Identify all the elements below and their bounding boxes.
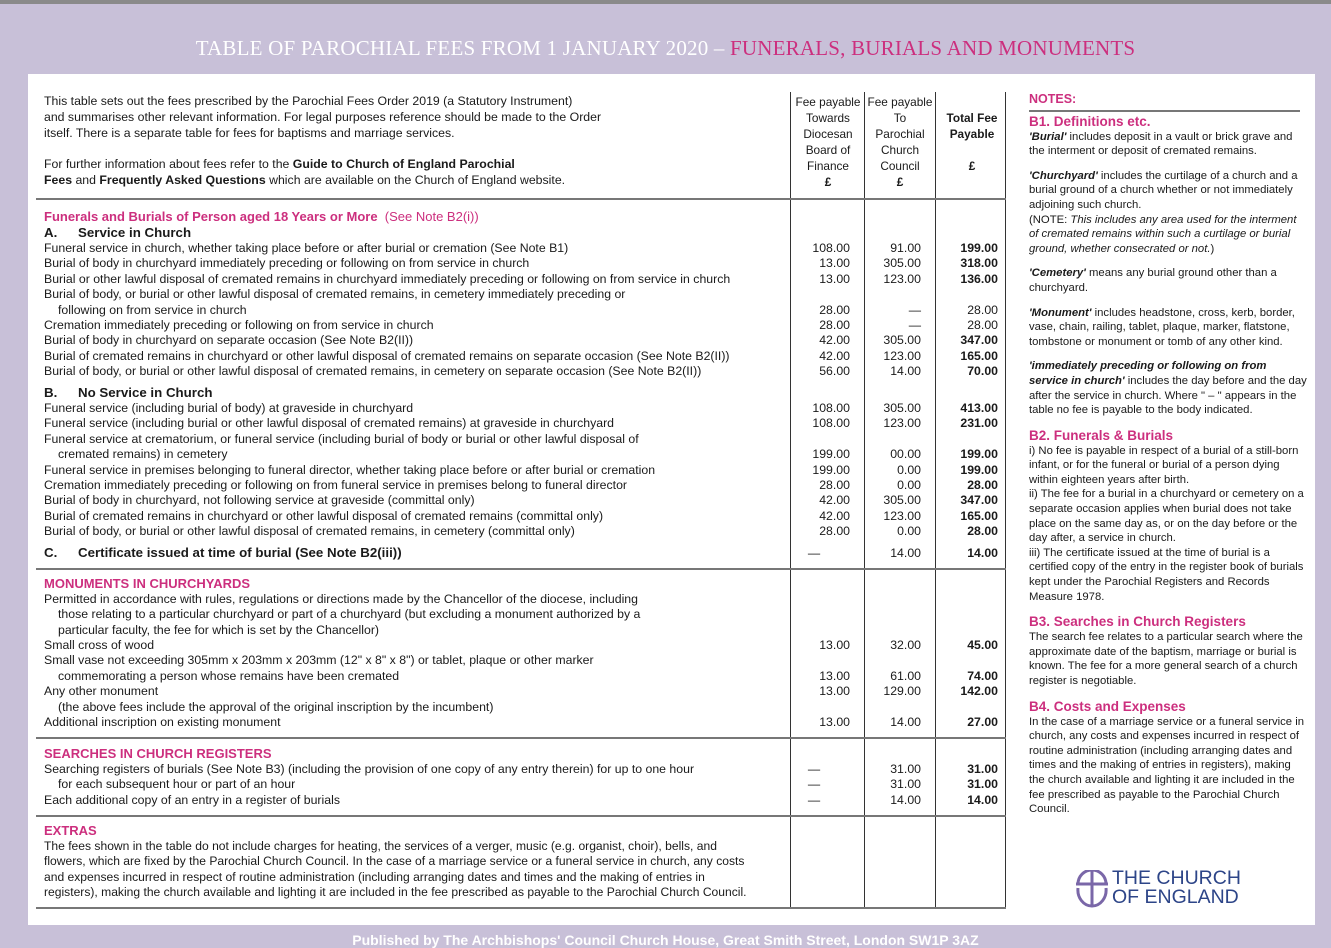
- fee-total: 31.00: [967, 762, 998, 776]
- fee-diocesan: 13.00: [819, 668, 850, 683]
- fee-parochial: 91.00: [890, 241, 921, 255]
- fee-diocesan: —: [807, 792, 821, 807]
- fee-diocesan: 199.00: [812, 462, 850, 477]
- fee-row-label: Additional inscription on existing monument: [44, 715, 281, 729]
- fee-diocesan: 199.00: [812, 447, 850, 462]
- page-title: [0, 36, 1331, 61]
- col-header-total: Total Fee Payable £: [938, 110, 1006, 174]
- intro-line: Fees and Frequently Asked Questions which are available on the Church of England website.: [44, 173, 566, 188]
- fee-total: 231.00: [960, 416, 998, 431]
- fee-row-label: for each subsequent hour or part of an hour: [58, 777, 296, 792]
- fee-row-label: Funeral service in church, whether taking place before or after burial or cremation (See Note B1): [44, 241, 569, 255]
- fee-parochial: 0.00: [897, 462, 921, 477]
- fee-total: 74.00: [967, 668, 998, 683]
- fee-diocesan: 108.00: [812, 416, 850, 431]
- fee-diocesan: 13.00: [819, 256, 850, 271]
- fee-parochial: 123.00: [883, 416, 921, 431]
- fee-table-panel: [28, 74, 1315, 925]
- fee-diocesan: 108.00: [812, 401, 850, 415]
- fee-parochial: 14.00: [890, 792, 921, 807]
- note-burial: 'Burial' includes deposit in a vault or brick grave and the interment or deposit of cremated remains.: [1029, 130, 1293, 158]
- fee-total: 142.00: [960, 684, 998, 699]
- note-b4-title: B4. Costs and Expenses: [1029, 698, 1186, 714]
- fee-parochial: 61.00: [890, 668, 921, 683]
- note-b2-iii: iii) The certificate issued at the time of burial is a certified copy of the entry in the register book of burials kept under the Parochial Registers and Records Measure 1978.: [1029, 546, 1304, 603]
- fee-total: 199.00: [960, 447, 998, 462]
- intro-line: For further information about fees refer to the Guide to Church of England Parochial: [44, 157, 515, 172]
- note-b3-title: B3. Searches in Church Registers: [1029, 614, 1246, 630]
- intro-text: [44, 94, 601, 189]
- monuments-heading: MONUMENTS IN CHURCHYARDS: [44, 576, 251, 591]
- fee-diocesan: 42.00: [819, 348, 850, 363]
- fee-diocesan: —: [807, 762, 821, 776]
- fee-diocesan: 42.00: [819, 333, 850, 348]
- fee-total: 165.00: [960, 508, 998, 523]
- fee-parochial: 123.00: [883, 348, 921, 363]
- currency-symbol: £: [896, 175, 904, 189]
- fee-total: 199.00: [960, 462, 998, 477]
- section-b-heading: B. No Service in Church: [44, 385, 213, 400]
- intro-line: itself. There is a separate table for fees for baptisms and marriage services.: [44, 125, 455, 140]
- fee-total: 28.00: [967, 524, 998, 539]
- guide-link-text: Guide to Church of England Parochial: [292, 157, 515, 172]
- column-divider: [1005, 92, 1006, 908]
- fee-row-label: Small vase not exceeding 305mm x 203mm x 203mm (12" x 8" x 8") or tablet, plaque or other marker commemorating a person whose remains have been cremated: [44, 653, 594, 683]
- logo-wordmark: THE CHURCH OF ENGLAND: [1112, 867, 1241, 908]
- funerals-heading: Funerals and Burials of Person aged 18 Years or More (See Note B2(i)): [44, 209, 479, 224]
- section-divider: [36, 198, 1006, 200]
- currency-symbol: £: [824, 175, 832, 189]
- fee-parochial: —: [908, 318, 921, 332]
- section-divider: [36, 737, 1006, 739]
- fee-diocesan: —: [807, 777, 821, 792]
- section-c-heading: C. Certificate issued at time of burial (See Note B2(iii)): [44, 545, 402, 560]
- section-divider: [36, 815, 1006, 817]
- fee-parochial: 123.00: [883, 508, 921, 523]
- publisher-footer: Published by The Archbishops' Council Church House, Great Smith Street, London SW1P 3AZ: [352, 932, 979, 948]
- fee-total: 347.00: [960, 333, 998, 348]
- note-b1-title: B1. Definitions etc.: [1029, 113, 1151, 129]
- notes-column: [1029, 92, 1307, 827]
- fee-total: 165.00: [960, 348, 998, 363]
- title-main: TABLE OF PAROCHIAL FEES FROM 1 JANUARY 2020 –: [195, 36, 731, 60]
- fee-parochial: 0.00: [897, 478, 921, 492]
- fee-total: 14.00: [967, 792, 998, 807]
- fee-diocesan: 28.00: [819, 302, 850, 317]
- fee-total: 45.00: [967, 638, 998, 652]
- fee-parochial: 305.00: [883, 333, 921, 348]
- fee-row-label: Burial of body in churchyard, not following service at graveside (committal only): [44, 493, 475, 508]
- fee-parochial: 129.00: [883, 684, 921, 699]
- notes-heading: NOTES:: [1029, 92, 1077, 106]
- fee-total: 136.00: [960, 271, 998, 286]
- note-b2-ii: ii) The fee for a burial in a churchyard or cemetery on a separate occasion applies when burial does not take place on the same day as, or on the day before or the day after, a service in church.: [1029, 488, 1304, 545]
- fee-parochial: 0.00: [897, 524, 921, 539]
- note-monument: 'Monument' includes headstone, cross, kerb, border, vase, chain, railing, tablet, plaque, marker, flatstone, tombstone or monument or tomb of any other kind.: [1029, 306, 1295, 348]
- fee-total: 413.00: [960, 401, 998, 415]
- fee-total: 28.00: [967, 302, 998, 317]
- church-of-england-logo: [1074, 867, 1274, 910]
- fee-row-label: Searching registers of burials (See Note B3) (including the provision of one copy of any entry therein) for up to one hour: [44, 762, 695, 776]
- fee-diocesan: 42.00: [819, 493, 850, 508]
- fee-parochial: 00.00: [890, 447, 921, 462]
- fee-diocesan: 28.00: [819, 318, 850, 332]
- fee-total: 31.00: [967, 777, 998, 792]
- fee-row-label: Burial or other lawful disposal of cremated remains in churchyard immediately preceding or following on from service in church: [44, 271, 731, 286]
- note-cemetery: 'Cemetery' means any burial ground other than a churchyard.: [1029, 267, 1277, 294]
- faq-link-text: Frequently Asked Questions: [99, 173, 266, 188]
- fee-diocesan: 42.00: [819, 508, 850, 523]
- certificate-pcc: 14.00: [890, 546, 921, 560]
- monuments-intro: Permitted in accordance with rules, regulations or directions made by the Chancellor of the diocese, including those relating to a particular churchyard or part of a churchyard (but excluding a monument authorized by a particular faculty, the fee for which is set by the Chancellor): [44, 592, 641, 637]
- certificate-dbf: —: [807, 546, 821, 560]
- currency-symbol: £: [968, 159, 976, 173]
- fee-total: 28.00: [967, 318, 998, 332]
- col-header-diocesan: Fee payable Towards Diocesan Board of Finance £: [793, 94, 863, 190]
- fee-row-label: Burial of body in churchyard immediately preceding or following on from service in church: [44, 256, 530, 271]
- fee-row-label: Funeral service (including burial or other lawful disposal of cremated remains) at graveside in churchyard: [44, 416, 615, 431]
- fee-diocesan: 56.00: [819, 364, 850, 379]
- title-highlight: FUNERALS, BURIALS AND MONUMENTS: [730, 36, 1136, 60]
- fee-row-label: Each additional copy of an entry in a register of burials: [44, 792, 340, 807]
- extras-text: The fees shown in the table do not include charges for heating, the services of a verger, music (e.g. organist, choir), bells, and flowers, which are fixed by the Parochial Church Council. In the case of a marriage service or a funeral service in church, any costs and expenses incurred in respect of routine administration (including arranging dates and times and the making of entries in registers), making the church available and lighting it are included in the fee prescribed as payable to the Parochial Church Council.: [44, 839, 747, 900]
- top-edge: [0, 0, 1331, 4]
- fee-diocesan: 28.00: [819, 524, 850, 539]
- intro-line: and summarises other relevant information. For legal purposes reference should be made to the Order: [44, 109, 602, 124]
- notes-divider: [1029, 110, 1300, 112]
- fee-parochial: 31.00: [890, 777, 921, 792]
- fee-row-label: Burial of body, or burial or other lawful disposal of cremated remains, in cemetery immediately preceding or following on from service in church: [44, 287, 626, 317]
- fee-diocesan: 13.00: [819, 271, 850, 286]
- fee-row-label: Funeral service (including burial of body) at graveside in churchyard: [44, 401, 414, 415]
- fee-row-label: Funeral service in premises belonging to funeral director, whether taking place before or after burial or cremation: [44, 462, 656, 477]
- certificate-total: 14.00: [967, 546, 998, 560]
- section-divider: [36, 568, 1006, 570]
- fee-row-label: Burial of body, or burial or other lawful disposal of cremated remains, in cemetery on separate occasion (See Note B2(II)): [44, 364, 702, 379]
- fee-parochial: 31.00: [890, 762, 921, 776]
- fee-row-label: Funeral service at crematorium, or funeral service (including burial of body or burial or other lawful disposal of cremated remains) in cemetery: [44, 431, 639, 462]
- fee-diocesan: 13.00: [819, 638, 850, 652]
- fee-row-label: Cremation immediately preceding or following on from service in church: [44, 318, 434, 332]
- note-churchyard: 'Churchyard' includes the curtilage of a church and a burial ground of a church whether or not immediately adjoining such church. (NOTE: This includes any area used for the interment of cremated remains within such a curtilage or burial ground, whether consecrated or not.): [1029, 169, 1298, 255]
- note-b2-title: B2. Funerals & Burials: [1029, 427, 1174, 443]
- fee-row-label: Burial of cremated remains in churchyard or other lawful disposal of cremated remains (committal only): [44, 508, 604, 523]
- note-b4-text: In the case of a marriage service or a funeral service in church, any costs and expenses incurred in respect of routine administration (including arranging dates and times and the making of entries in registers), making the church available and lighting it are included in the fee prescribed as payable to the Parochial Church Council.: [1029, 715, 1305, 816]
- fee-row-label: Any other monument: [44, 684, 159, 699]
- col-header-parochial: Fee payable To Parochial Church Council £: [865, 94, 935, 190]
- extras-heading: EXTRAS: [44, 823, 97, 838]
- fee-total: 347.00: [960, 493, 998, 508]
- fee-row-label: Burial of body in churchyard on separate occasion (See Note B2(II)): [44, 333, 414, 348]
- fee-diocesan: 28.00: [819, 478, 850, 492]
- fee-diocesan: 13.00: [819, 715, 850, 729]
- fee-row-label: Cremation immediately preceding or following on from funeral service in premises belong to funeral director: [44, 478, 628, 492]
- fee-diocesan: 108.00: [812, 241, 850, 255]
- note-b3-text: The search fee relates to a particular search where the approximate date of the baptism, marriage or burial is known. The fee for a more general search of a church register is negotiable.: [1029, 631, 1303, 687]
- fee-parochial: —: [908, 302, 921, 317]
- fee-total: 318.00: [960, 256, 998, 271]
- fee-row-label: Small cross of wood: [44, 638, 155, 652]
- fee-parochial: 14.00: [890, 364, 921, 379]
- fee-parochial: 305.00: [883, 493, 921, 508]
- section-a-heading: A. Service in Church: [44, 225, 192, 240]
- note-b2-i: i) No fee is payable in respect of a burial of a still-born infant, or for the funeral or burial of a person dying within eighteen years after birth.: [1029, 444, 1299, 486]
- fee-parochial: 32.00: [890, 638, 921, 652]
- section-divider: [36, 907, 1006, 909]
- fee-diocesan: 13.00: [819, 684, 850, 699]
- fee-parochial: 14.00: [890, 715, 921, 729]
- fee-parochial: 305.00: [883, 401, 921, 415]
- fee-row-label: Burial of cremated remains in churchyard or other lawful disposal of cremated remains on separate occasion (See Note B2(II)): [44, 348, 730, 363]
- fee-row-label: Burial of body, or burial or other lawful disposal of cremated remains, in cemetery (committal only): [44, 524, 575, 539]
- monuments-note: (the above fees include the approval of the original inscription by the incumbent): [58, 699, 494, 714]
- searches-heading: SEARCHES IN CHURCH REGISTERS: [44, 746, 272, 761]
- fee-parochial: 305.00: [883, 256, 921, 271]
- fee-total: 27.00: [967, 715, 998, 729]
- cross-in-circle-icon: [1074, 870, 1110, 908]
- fee-total: 70.00: [967, 364, 998, 379]
- fee-total: 28.00: [967, 478, 998, 492]
- intro-line: This table sets out the fees prescribed by the Parochial Fees Order 2019 (a Statutory Instrument): [44, 94, 573, 108]
- note-immediately: 'immediately preceding or following on from service in church' includes the day before and the day after the service in church. Where " – " appears in the table no fee is payable to the body indicated.: [1029, 360, 1307, 417]
- fee-parochial: 123.00: [883, 271, 921, 286]
- fee-total: 199.00: [960, 241, 998, 255]
